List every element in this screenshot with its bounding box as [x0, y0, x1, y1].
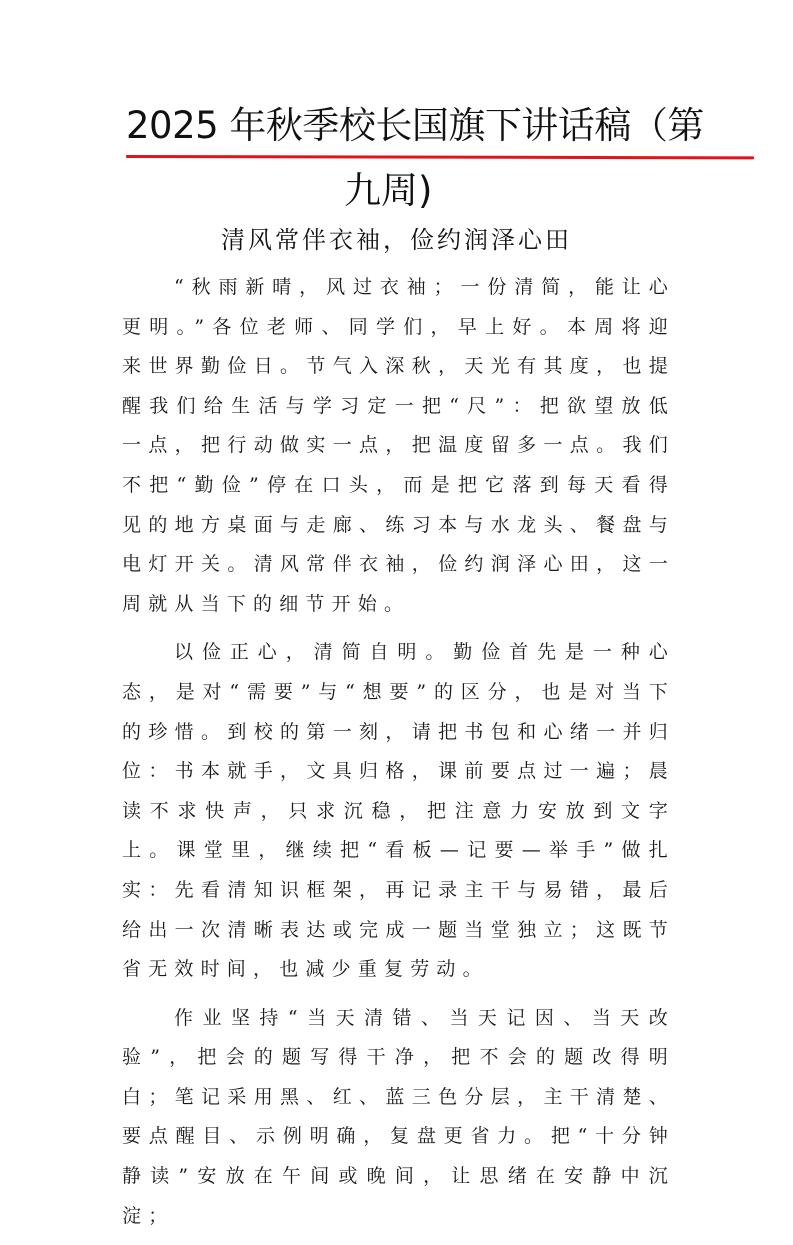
document-body — [122, 268, 675, 1245]
title-red-rule — [126, 155, 754, 159]
paragraph-2: 以俭正心，清简自明。勤俭首先是一种心态，是对“需要”与“想要”的区分，也是对当下的珍惜。到校的第一刻，请把书包和心绪一并归位：书本就手，文具归格，课前要点过一遍；晨读不求快声，只求沉稳，把注意力安放到文字上。课堂里，继续把“看板—记要—举手”做扎实：先看清知识框架，再记录主干与易错，最后给出一次清晰表达或完成一题当堂独立；这既节省无效时间，也减少重复劳动。 — [122, 641, 675, 981]
document-subtitle: 清风常伴衣袖，俭约润泽心田 — [221, 226, 572, 254]
paragraph-3: 作业坚持“当天清错、当天记因、当天改验”，把会的题写得干净，把不会的题改得明白；笔记采用黑、红、蓝三色分层，主干清楚、要点醒目、示例明确，复盘更省力。把“十分钟静读”安放在午间或晚间，让思绪在安静中沉淀； — [122, 1006, 675, 1227]
document-title-line-1: 2025 年秋季校长国旗下讲话稿（第 — [126, 104, 704, 147]
paragraph-1: “秋雨新晴，风过衣袖；一份清简，能让心更明。”各位老师、同学们，早上好。本周将迎来世界勤俭日。节气入深秋，天光有其度，也提醒我们给生活与学习定一把“尺”：把欲望放低一点，把行动做实一点，把温度留多一点。我们不把“勤俭”停在口头，而是把它落到每天看得见的地方桌面与走廊、练习本与水龙头、餐盘与电灯开关。清风常伴衣袖，俭约润泽心田，这一周就从当下的细节开始。 — [122, 276, 675, 615]
document-title-line-2: 九周) — [344, 169, 433, 212]
